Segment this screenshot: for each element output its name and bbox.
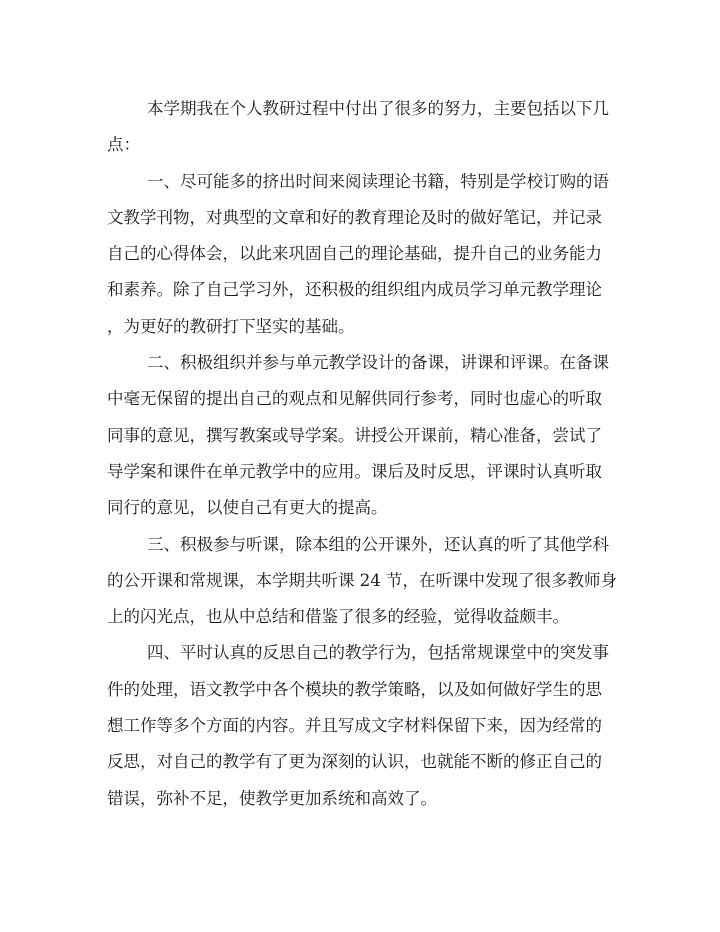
text-line: 导学案和课件在单元教学中的应用。课后及时反思，评课时认真听取 [107, 461, 602, 481]
text-line: 想工作等多个方面的内容。并且写成文字材料保留下来，因为经常的 [107, 716, 602, 736]
text-line: 二、积极组织并参与单元教学设计的备课，讲课和评课。在备课 [147, 353, 609, 373]
text-line: 错误，弥补不足，使教学更加系统和高效了。 [107, 788, 437, 808]
text-line: 和素养。除了自己学习外，还积极的组织组内成员学习单元教学理论 [107, 280, 602, 300]
text-line: 同事的意见，撰写教案或导学案。讲授公开课前，精心准备，尝试了 [107, 425, 602, 445]
text-line: 中毫无保留的提出自己的观点和见解供同行参考，同时也虚心的听取 [107, 389, 602, 409]
document-body [107, 91, 617, 817]
text-line: 文教学刊物，对典型的文章和好的教育理论及时的做好笔记，并记录 [107, 207, 602, 227]
text-line: 上的闪光点，也从中总结和借鉴了很多的经验，觉得收益颇丰。 [107, 607, 569, 627]
text-line: 三、积极参与听课，除本组的公开课外，还认真的听了其他学科 [147, 534, 609, 554]
text-line: 的公开课和常规课，本学期共听课 24 节，在听课中发现了很多教师身 [107, 570, 617, 590]
text-line: 件的处理，语文教学中各个模块的教学策略，以及如何做好学生的思 [107, 679, 602, 699]
text-line: 本学期我在个人教研过程中付出了很多的努力，主要包括以下几 [147, 99, 609, 118]
text-line: 一、尽可能多的挤出时间来阅读理论书籍，特别是学校订购的语 [147, 171, 609, 191]
text-line: 反思，对自己的教学有了更为深刻的认识，也就能不断的修正自己的 [107, 752, 602, 772]
text-line: 同行的意见，以使自己有更大的提高。 [107, 498, 388, 518]
text-line: ，为更好的教研打下坚实的基础。 [107, 316, 355, 336]
text-line: 四、平时认真的反思自己的教学行为，包括常规课堂中的突发事 [147, 643, 609, 663]
text-line: 自己的心得体会，以此来巩固自己的理论基础，提升自己的业务能力 [107, 244, 602, 264]
text-line: 点： [107, 135, 140, 155]
